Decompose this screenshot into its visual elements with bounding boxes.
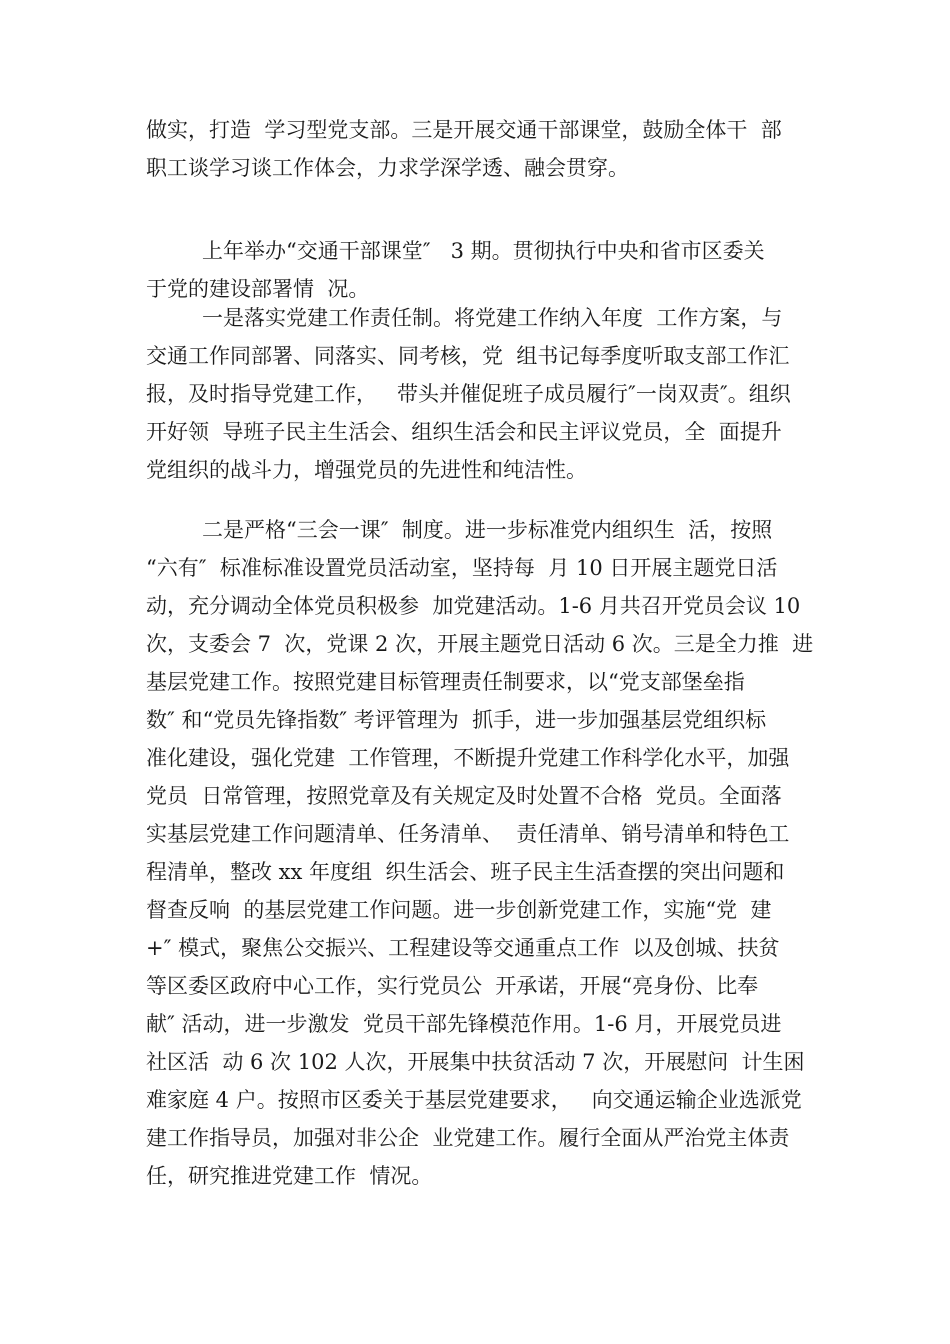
text-line: 数″ 和“党员先锋指数″ 考评管理为 抓手，进一步加强基层党组织标: [146, 708, 767, 732]
text-line: 程清单，整改 xx 年度组 织生活会、班子民主生活查摆的突出问题和: [146, 860, 785, 884]
text-line: 准化建设，强化党建 工作管理，不断提升党建工作科学化水平，加强: [146, 746, 790, 770]
paragraph-3: [146, 299, 816, 489]
text-line: 次，支委会 7 次，党课 2 次，开展主题党日活动 6 次。三是全力推 进: [146, 632, 814, 656]
text-line: 报，及时指导党建工作， 带头并催促班子成员履行″一岗双责″。组织: [146, 382, 791, 406]
text-line: “六有″ 标准标准设置党员活动室，坚持每 月 10 日开展主题党日活: [146, 556, 778, 580]
text-line: 职工谈学习谈工作体会，力求学深学透、融会贯穿。: [146, 156, 629, 180]
text-line: +″ 模式，聚焦公交振兴、工程建设等交通重点工作 以及创城、扶贫: [146, 936, 780, 960]
text-line: 一是落实党建工作责任制。将党建工作纳入年度 工作方案，与: [202, 306, 783, 330]
text-line: 上年举办“交通干部课堂″ 3 期。贯彻执行中央和省市区委关: [202, 239, 765, 263]
text-line: 督查反响 的基层党建工作问题。进一步创新党建工作，实施“党 建: [146, 898, 772, 922]
text-line: 党员 日常管理，按照党章及有关规定及时处置不合格 党员。全面落: [146, 784, 782, 808]
text-line: 难家庭 4 户。按照市区委关于基层党建要求， 向交通运输企业选派党: [146, 1088, 802, 1112]
text-line: 等区委区政府中心工作，实行党员公 开承诺，开展“亮身份、比奉: [146, 974, 759, 998]
text-line: 交通工作同部署、同落实、同考核，党 组书记每季度听取支部工作汇: [146, 344, 790, 368]
text-line: 社区活 动 6 次 102 人次，开展集中扶贫活动 7 次，开展慰问 计生困: [146, 1050, 805, 1074]
text-line: 于党的建设部署情 况。: [146, 277, 370, 301]
text-line: 实基层党建工作问题清单、任务清单、 责任清单、销号清单和特色工: [146, 822, 790, 846]
text-line: 党组织的战斗力，增强党员的先进性和纯洁性。: [146, 458, 587, 482]
text-line: 二是严格“三会一课″ 制度。进一步标准党内组织生 活，按照: [202, 518, 773, 542]
text-line: 开好领 导班子民主生活会、组织生活会和民主评议党员，全 面提升: [146, 420, 782, 444]
text-line: 建工作指导员，加强对非公企 业党建工作。履行全面从严治党主体责: [146, 1126, 790, 1150]
paragraph-4: [146, 511, 816, 1195]
paragraph-1: [146, 111, 816, 187]
text-line: 做实，打造 学习型党支部。三是开展交通干部课堂，鼓励全体干 部: [146, 118, 782, 142]
text-line: 动，充分调动全体党员积极参 加党建活动。1-6 月共召开党员会议 10: [146, 594, 801, 618]
text-line: 基层党建工作。按照党建目标管理责任制要求，以“党支部堡垒指: [146, 670, 745, 694]
paragraph-2: [146, 232, 816, 308]
text-line: 任，研究推进党建工作 情况。: [146, 1164, 433, 1188]
text-line: 献″ 活动，进一步激发 党员干部先锋模范作用。1-6 月，开展党员进: [146, 1012, 782, 1036]
